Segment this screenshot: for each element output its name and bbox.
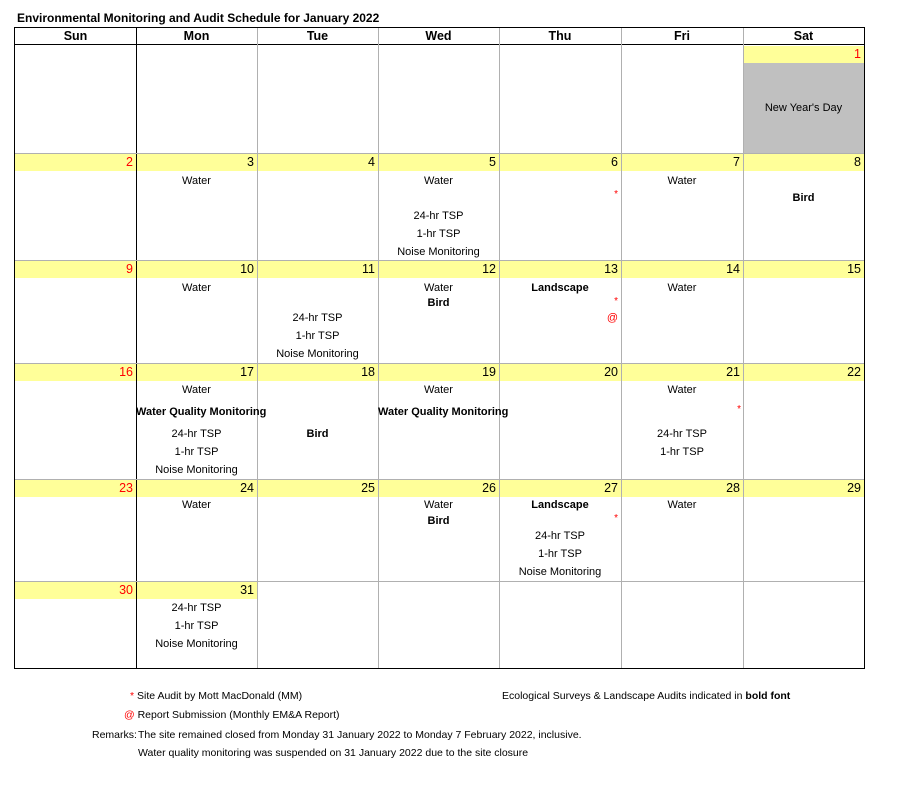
event-24hr-tsp: 24-hr TSP [657, 428, 707, 440]
event-water: Water [182, 175, 211, 187]
day-5: 5 [378, 154, 499, 171]
site-audit-mark: * [614, 189, 618, 200]
weekday-fri: Fri [621, 28, 743, 45]
legend-eco-bold: bold font [745, 690, 791, 702]
grid-line [15, 153, 864, 154]
grid-line [15, 479, 864, 480]
report-submission-mark: @ [606, 312, 618, 324]
event-1hr-tsp: 1-hr TSP [538, 548, 582, 560]
event-noise-monitoring: Noise Monitoring [397, 246, 480, 258]
day-16: 16 [15, 364, 136, 381]
day-30: 30 [15, 582, 136, 599]
day-9: 9 [15, 261, 136, 278]
event-water: Water [424, 282, 453, 294]
event-water: Water [667, 282, 697, 294]
event-water: Water [424, 499, 453, 511]
event-water: Water [424, 175, 453, 187]
calendar-grid [14, 27, 865, 669]
event-noise-monitoring: Noise Monitoring [155, 464, 238, 476]
weekday-tue: Tue [257, 28, 378, 45]
event-water: Water [182, 384, 211, 396]
event-landscape: Landscape [531, 282, 589, 294]
event-1hr-tsp: 1-hr TSP [174, 620, 219, 632]
legend-site-audit [130, 690, 302, 702]
day-1: 1 [743, 46, 864, 63]
legend-eco-text: Ecological Surveys & Landscape Audits indicated in [502, 690, 743, 702]
legend-report [124, 709, 340, 721]
day-28: 28 [621, 480, 743, 497]
remark-1: The site remained closed from Monday 31 January 2022 to Monday 7 February 2022, inclusive. [138, 729, 582, 741]
site-audit-mark: * [614, 513, 618, 524]
event-water: Water [667, 175, 697, 187]
remark-2: Water quality monitoring was suspended on 31 January 2022 due to the site closure [138, 747, 529, 759]
day-17: 17 [136, 364, 257, 381]
legend-report-symbol: @ [124, 709, 135, 721]
event-bird: Bird [427, 515, 450, 527]
site-audit-mark: * [614, 296, 618, 307]
day-3: 3 [136, 154, 257, 171]
day-25: 25 [257, 480, 378, 497]
grid-line [15, 260, 864, 261]
weekday-sat: Sat [743, 28, 864, 45]
event-24hr-tsp: 24-hr TSP [171, 602, 222, 614]
day-27: 27 [499, 480, 621, 497]
day-8: 8 [743, 154, 864, 171]
day-19: 19 [378, 364, 499, 381]
remarks-label: Remarks: [92, 729, 137, 741]
grid-line [15, 581, 864, 582]
day-29: 29 [743, 480, 864, 497]
event-24hr-tsp: 24-hr TSP [413, 210, 464, 222]
grid-line [621, 28, 622, 668]
day-20: 20 [499, 364, 621, 381]
weekday-mon: Mon [136, 28, 257, 45]
site-audit-mark: * [737, 404, 741, 415]
holiday-new-years-day: New Year's Day [743, 63, 864, 153]
day-14: 14 [621, 261, 743, 278]
legend-report-text: Report Submission (Monthly EM&A Report) [137, 709, 340, 721]
day-15: 15 [743, 261, 864, 278]
day-24: 24 [136, 480, 257, 497]
day-26: 26 [378, 480, 499, 497]
grid-line [378, 28, 379, 668]
weekday-sun: Sun [15, 28, 136, 45]
day-6: 6 [499, 154, 621, 171]
day-11: 11 [257, 261, 378, 278]
grid-line [743, 28, 744, 668]
event-1hr-tsp: 1-hr TSP [660, 446, 704, 458]
event-bird: Bird [427, 297, 450, 309]
grid-line [15, 363, 864, 364]
event-bird: Bird [306, 428, 329, 440]
day-13: 13 [499, 261, 621, 278]
day-22: 22 [743, 364, 864, 381]
day-23: 23 [15, 480, 136, 497]
event-water: Water [182, 499, 211, 511]
event-water: Water [182, 282, 211, 294]
day-4: 4 [257, 154, 378, 171]
grid-line [136, 28, 137, 668]
event-water: Water [424, 384, 453, 396]
weekday-wed: Wed [378, 28, 499, 45]
event-1hr-tsp: 1-hr TSP [295, 330, 340, 342]
event-water: Water [667, 499, 697, 511]
legend-audit-text: Site Audit by Mott MacDonald (MM) [137, 690, 303, 702]
event-24hr-tsp: 24-hr TSP [535, 530, 585, 542]
day-31: 31 [136, 582, 257, 599]
event-1hr-tsp: 1-hr TSP [174, 446, 219, 458]
day-18: 18 [257, 364, 378, 381]
event-1hr-tsp: 1-hr TSP [416, 228, 461, 240]
event-noise-monitoring: Noise Monitoring [518, 566, 602, 578]
day-12: 12 [378, 261, 499, 278]
event-noise-monitoring: Noise Monitoring [155, 638, 238, 650]
event-bird: Bird [792, 192, 815, 204]
event-24hr-tsp: 24-hr TSP [292, 312, 343, 324]
event-water-quality-monitoring: Water Quality Monitoring [378, 406, 509, 418]
weekday-thu: Thu [499, 28, 621, 45]
day-2: 2 [15, 154, 136, 171]
event-noise-monitoring: Noise Monitoring [276, 348, 359, 360]
event-24hr-tsp: 24-hr TSP [171, 428, 222, 440]
event-water: Water [667, 384, 697, 396]
event-water-quality-monitoring: Water Quality Monitoring [136, 406, 267, 418]
legend-audit-symbol: * [130, 690, 135, 702]
day-10: 10 [136, 261, 257, 278]
day-7: 7 [621, 154, 743, 171]
day-21: 21 [621, 364, 743, 381]
page-title: Environmental Monitoring and Audit Schedule for January 2022 [17, 11, 380, 25]
event-landscape: Landscape [531, 499, 589, 511]
legend-eco [502, 690, 790, 702]
